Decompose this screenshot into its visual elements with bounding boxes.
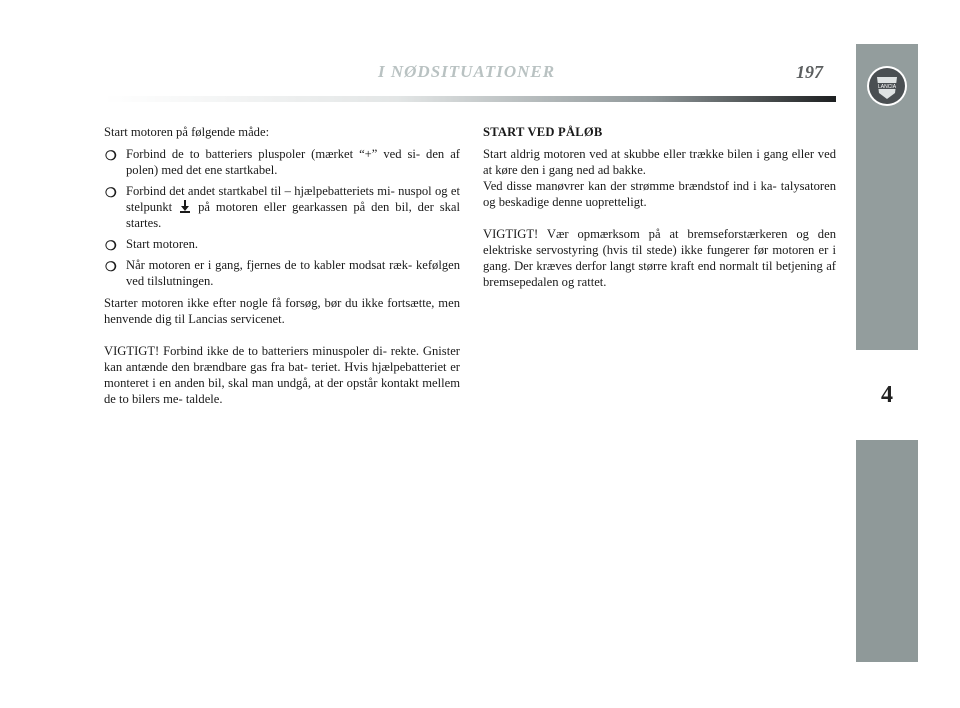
instruction-list — [104, 146, 460, 289]
logo-text: LANCIA — [877, 84, 897, 90]
list-item — [104, 183, 460, 231]
chapter-box — [856, 350, 918, 440]
paragraph-warning: VIGTIGT! Forbind ikke de to batteriers minuspoler di- rekte. Gnister kan antænde den brændbare gas fra bat- teriet. Hvis hjælpebatteriet er monteret i en anden bil, skal man undgå, at der opstår kontakt mellem de to bilers me- taldele. — [104, 344, 460, 406]
list-item-text: Forbind det andet startkabel til – hjælpebatteriets mi- nuspol og et stelpunkt — [126, 184, 460, 214]
bullet-icon: ❍ — [105, 185, 117, 200]
right-column — [483, 124, 836, 296]
intro-text: Start motoren på følgende måde: — [104, 125, 270, 139]
chapter-side-tab — [856, 44, 918, 662]
chapter-number: 4 — [881, 381, 893, 408]
section-heading: START VED PÅLØB — [483, 125, 603, 139]
ground-symbol-icon — [180, 200, 190, 213]
list-item — [104, 146, 460, 178]
left-column — [104, 124, 460, 413]
list-item-text: Forbind de to batteriers pluspoler (mærket “+” ved si- den af polen) med det ene startkabel. — [126, 147, 460, 177]
paragraph-retry: Starter motoren ikke efter nogle få forsøg, bør du ikke fortsætte, men henvende dig til Lancias servicenet. — [104, 296, 460, 326]
list-item — [104, 257, 460, 289]
lancia-shield-icon — [865, 64, 909, 108]
paragraph-brake-warning: VIGTIGT! Vær opmærksom på at bremseforstærkeren og den elektriske servostyring (hvis til stede) ikke fungerer før motoren er i gang. Der kræves derfor langt større kraft end normalt til betjening af bremsepedalen og rattet. — [483, 227, 836, 289]
list-item-text: Start motoren. — [126, 237, 199, 251]
page-number: 197 — [796, 62, 823, 82]
paragraph-catalyst: Ved disse manøvrer kan der strømme brændstof ind i ka- talysatoren og beskadige denne uopretteligt. — [483, 179, 836, 209]
list-item — [104, 236, 460, 252]
bullet-icon: ❍ — [105, 238, 117, 253]
section-title: I NØDSITUATIONER — [378, 62, 556, 81]
list-item-text: Når motoren er i gang, fjernes de to kabler modsat ræk- kefølgen ved tilslutningen. — [126, 258, 460, 288]
paragraph-push-start: Start aldrig motoren ved at skubbe eller trække bilen i gang eller ved at køre den i gang ned ad bakke. — [483, 147, 836, 177]
bullet-icon: ❍ — [105, 148, 117, 163]
bullet-icon: ❍ — [105, 259, 117, 274]
header-rule — [104, 96, 836, 102]
list-item-text-cont: på motoren eller gearkassen på den bil, der skal startes. — [126, 200, 460, 230]
